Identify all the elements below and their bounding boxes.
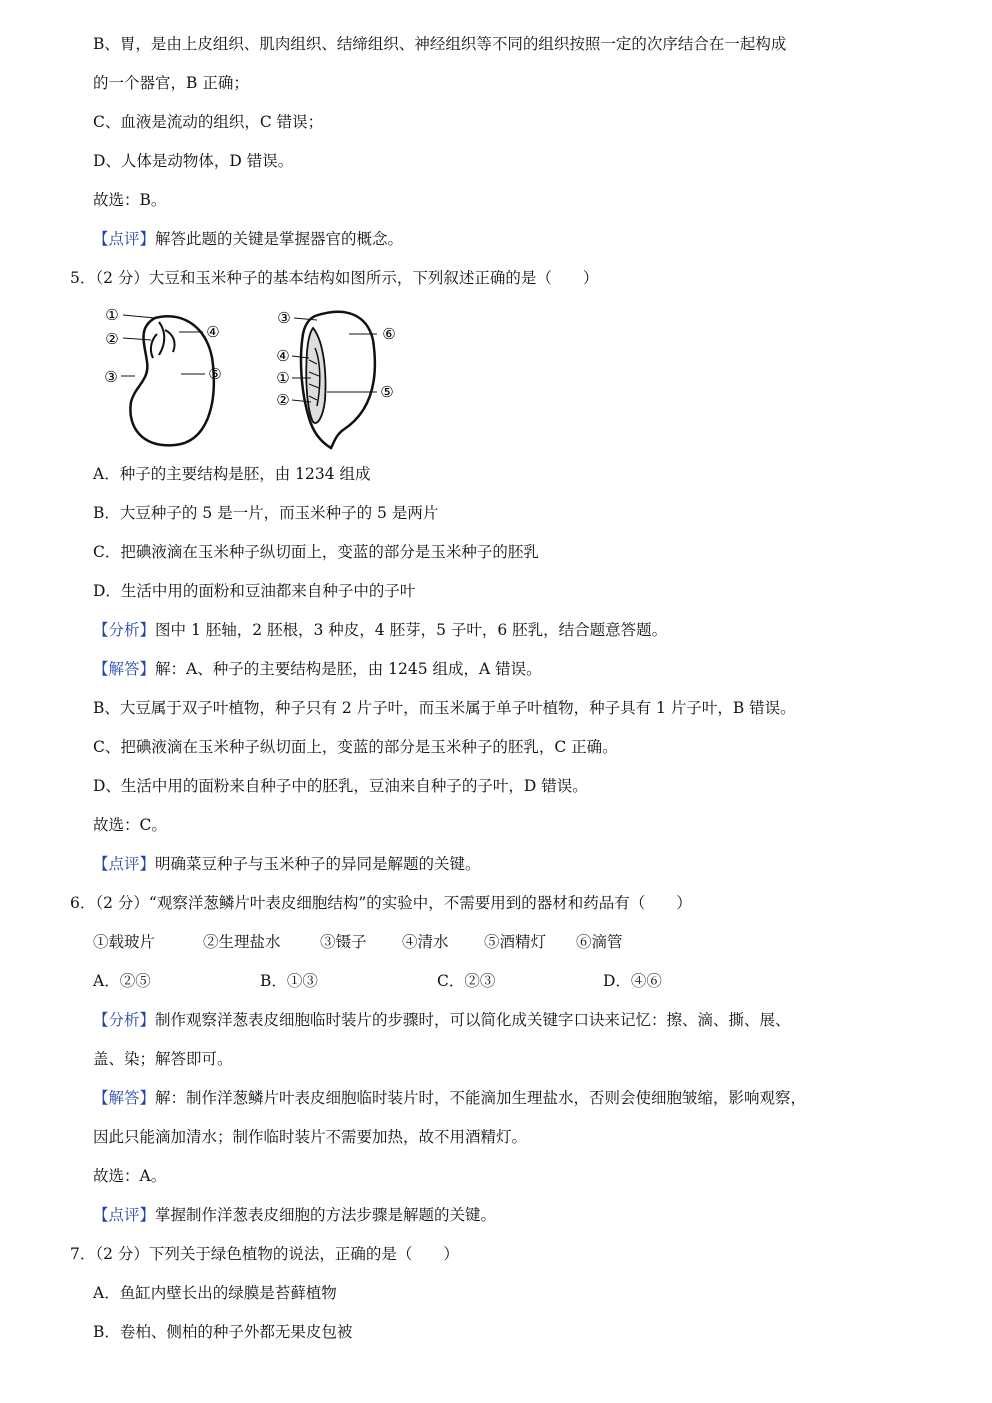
text-line: D、人体是动物体，D 错误。 xyxy=(93,152,294,170)
comment-tag: 【点评】 xyxy=(93,855,156,873)
comment-line xyxy=(93,854,481,874)
answer-text: 解：制作洋葱鳞片叶表皮细胞临时装片时，不能滴加生理盐水，否则会使细胞皱缩，影响观察， xyxy=(155,1089,807,1107)
option-c: C．②③ xyxy=(437,972,496,990)
bean-label: ③ xyxy=(104,368,118,386)
comment-tag: 【点评】 xyxy=(93,230,156,248)
corn-seed-diagram xyxy=(276,309,395,448)
bean-label: ① xyxy=(105,306,119,324)
answer-line xyxy=(93,659,542,679)
text-line: C、血液是流动的组织，C 错误； xyxy=(93,113,324,131)
answer-line xyxy=(93,1088,806,1108)
option-b: B．大豆种子的 5 是一片，而玉米种子的 5 是两片 xyxy=(93,504,439,522)
text-line: 盖、染；解答即可。 xyxy=(93,1050,233,1068)
corn-label: ④ xyxy=(276,347,290,365)
corn-label: ③ xyxy=(277,309,291,327)
q6-item: ⑥滴管 xyxy=(576,933,623,951)
text-line: B、大豆属于双子叶植物，种子只有 2 片子叶，而玉米属于单子叶植物，种子具有 1 片子叶，B 错误。 xyxy=(93,699,796,717)
text-line: C、把碘液滴在玉米种子纵切面上，变蓝的部分是玉米种子的胚乳，C 正确。 xyxy=(93,738,618,756)
corn-label: ② xyxy=(276,391,290,409)
corn-label: ⑤ xyxy=(380,383,394,401)
option-a: A．种子的主要结构是胚，由 1234 组成 xyxy=(93,465,371,483)
bean-label: ⑤ xyxy=(208,365,222,383)
text-line: 因此只能滴加清水；制作临时装片不需要加热，故不用酒精灯。 xyxy=(93,1128,528,1146)
option-b: B．①③ xyxy=(260,972,318,990)
text-line: 的一个器官，B 正确； xyxy=(93,74,249,92)
seed-figure xyxy=(95,300,415,455)
text-line: B、胃，是由上皮组织、肌肉组织、结缔组织、神经组织等不同的组织按照一定的次序结合在一起构成 xyxy=(93,35,787,53)
q6-item: ①载玻片 xyxy=(93,933,156,951)
bean-label: ④ xyxy=(206,323,220,341)
analysis-tag: 【分析】 xyxy=(93,621,156,639)
selection-line: 故选：A。 xyxy=(93,1167,167,1185)
comment-text: 明确菜豆种子与玉米种子的异同是解题的关键。 xyxy=(155,855,481,873)
q6-item: ③镊子 xyxy=(320,933,367,951)
option-d: D．生活中用的面粉和豆油都来自种子中的子叶 xyxy=(93,582,416,600)
bean-seed-diagram xyxy=(104,306,221,445)
q6-items xyxy=(93,932,623,952)
question-6-stem: 6．（2 分）“观察洋葱鳞片叶表皮细胞结构”的实验中，不需要用到的器材和药品有（ ） xyxy=(70,894,692,912)
option-a: A．②⑤ xyxy=(93,972,151,990)
analysis-line xyxy=(93,620,667,640)
question-7-stem: 7．（2 分）下列关于绿色植物的说法，正确的是（ ） xyxy=(70,1245,459,1263)
comment-text: 解答此题的关键是掌握器官的概念。 xyxy=(155,230,404,248)
q6-item: ④清水 xyxy=(402,933,449,951)
selection-line: 故选：C。 xyxy=(93,816,167,834)
option-b: B．卷柏、侧柏的种子外都无果皮包被 xyxy=(93,1323,353,1341)
option-c: C．把碘液滴在玉米种子纵切面上，变蓝的部分是玉米种子的胚乳 xyxy=(93,543,539,561)
corn-label: ⑥ xyxy=(382,325,396,343)
answer-text: 解：A、种子的主要结构是胚，由 1245 组成，A 错误。 xyxy=(155,660,542,678)
comment-line xyxy=(93,1205,496,1225)
q6-item: ②生理盐水 xyxy=(203,933,281,951)
analysis-tag: 【分析】 xyxy=(93,1011,156,1029)
answer-tag: 【解答】 xyxy=(93,660,156,678)
text-line: D、生活中用的面粉来自种子中的胚乳，豆油来自种子的子叶，D 错误。 xyxy=(93,777,588,795)
analysis-text: 制作观察洋葱表皮细胞临时装片的步骤时，可以简化成关键字口诀来记忆：擦、滴、撕、展、 xyxy=(155,1011,791,1029)
analysis-line xyxy=(93,1010,791,1030)
option-d: D．④⑥ xyxy=(603,972,662,990)
comment-tag: 【点评】 xyxy=(93,1206,156,1224)
corn-label: ① xyxy=(276,369,290,387)
option-a: A．鱼缸内壁长出的绿膜是苔藓植物 xyxy=(93,1284,337,1302)
comment-line xyxy=(93,229,403,249)
text-line: 故选：B。 xyxy=(93,191,167,209)
comment-text: 掌握制作洋葱表皮细胞的方法步骤是解题的关键。 xyxy=(155,1206,497,1224)
analysis-text: 图中 1 胚轴，2 胚根，3 种皮，4 胚芽，5 子叶，6 胚乳，结合题意答题。 xyxy=(155,621,668,639)
question-5-stem: 5．（2 分）大豆和玉米种子的基本结构如图所示，下列叙述正确的是（ ） xyxy=(70,269,599,287)
bean-label: ② xyxy=(105,330,119,348)
q6-item: ⑤酒精灯 xyxy=(484,933,547,951)
answer-tag: 【解答】 xyxy=(93,1089,156,1107)
